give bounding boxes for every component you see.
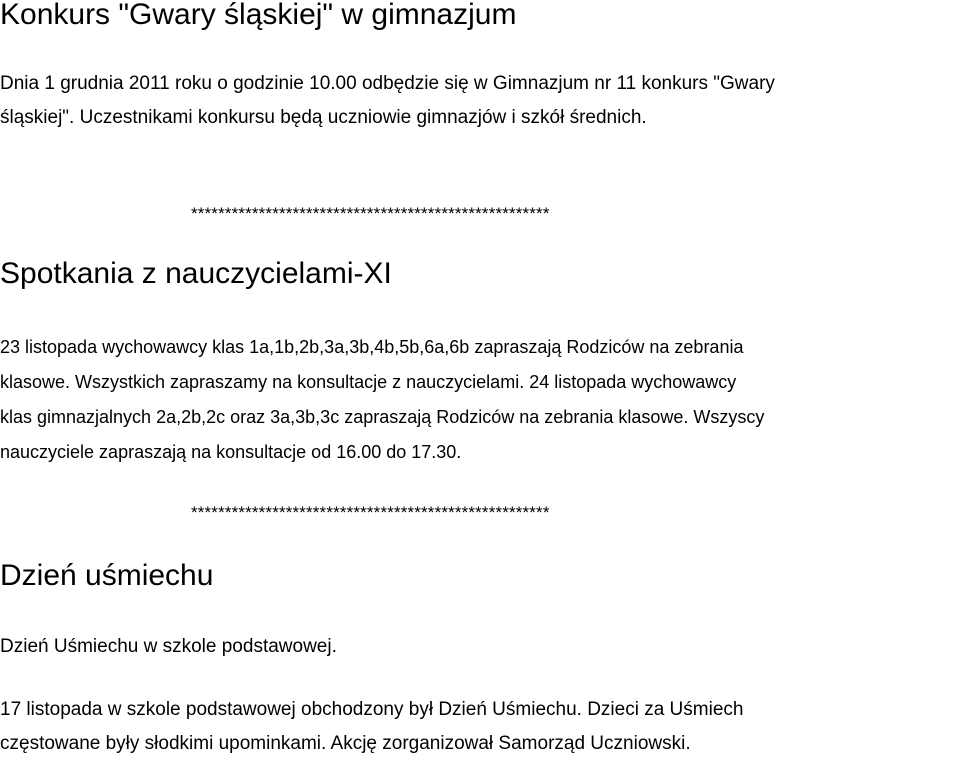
separator-stars: ***************************************************** — [191, 503, 550, 522]
dzien-usmiechu-text-line-2: częstowane były słodkimi upominkami. Akcję zorganizował Samorząd Uczniowski. — [0, 733, 691, 754]
konkurs-text-line-1: Dnia 1 grudnia 2011 roku o godzinie 10.00 odbędzie się w Gimnazjum nr 11 konkurs "Gwary — [0, 73, 775, 94]
separator-stars: ***************************************************** — [191, 204, 550, 223]
spotkania-heading: Spotkania z nauczycielami-XI — [0, 257, 392, 290]
dzien-usmiechu-subtitle: Dzień Uśmiechu w szkole podstawowej. — [0, 636, 337, 657]
spotkania-text-line-3: klas gimnazjalnych 2a,2b,2c oraz 3a,3b,3c zapraszają Rodziców na zebrania klasowe. Wszyscy — [0, 407, 765, 427]
konkurs-text-line-2: śląskiej". Uczestnikami konkursu będą uczniowie gimnazjów i szkół średnich. — [0, 107, 647, 128]
spotkania-text-line-4: nauczyciele zapraszają na konsultacje od 16.00 do 17.30. — [0, 442, 462, 462]
spotkania-text-line-1: 23 listopada wychowawcy klas 1a,1b,2b,3a,3b,4b,5b,6a,6b zapraszają Rodziców na zebrania — [0, 337, 744, 357]
konkurs-heading: Konkurs "Gwary śląskiej" w gimnazjum — [0, 0, 517, 31]
spotkania-text-line-2: klasowe. Wszystkich zapraszamy na konsultacje z nauczycielami. 24 listopada wychowawcy — [0, 372, 737, 392]
dzien-usmiechu-heading: Dzień uśmiechu — [0, 559, 214, 592]
dzien-usmiechu-text-line-1: 17 listopada w szkole podstawowej obchodzony był Dzień Uśmiechu. Dzieci za Uśmiech — [0, 699, 744, 720]
